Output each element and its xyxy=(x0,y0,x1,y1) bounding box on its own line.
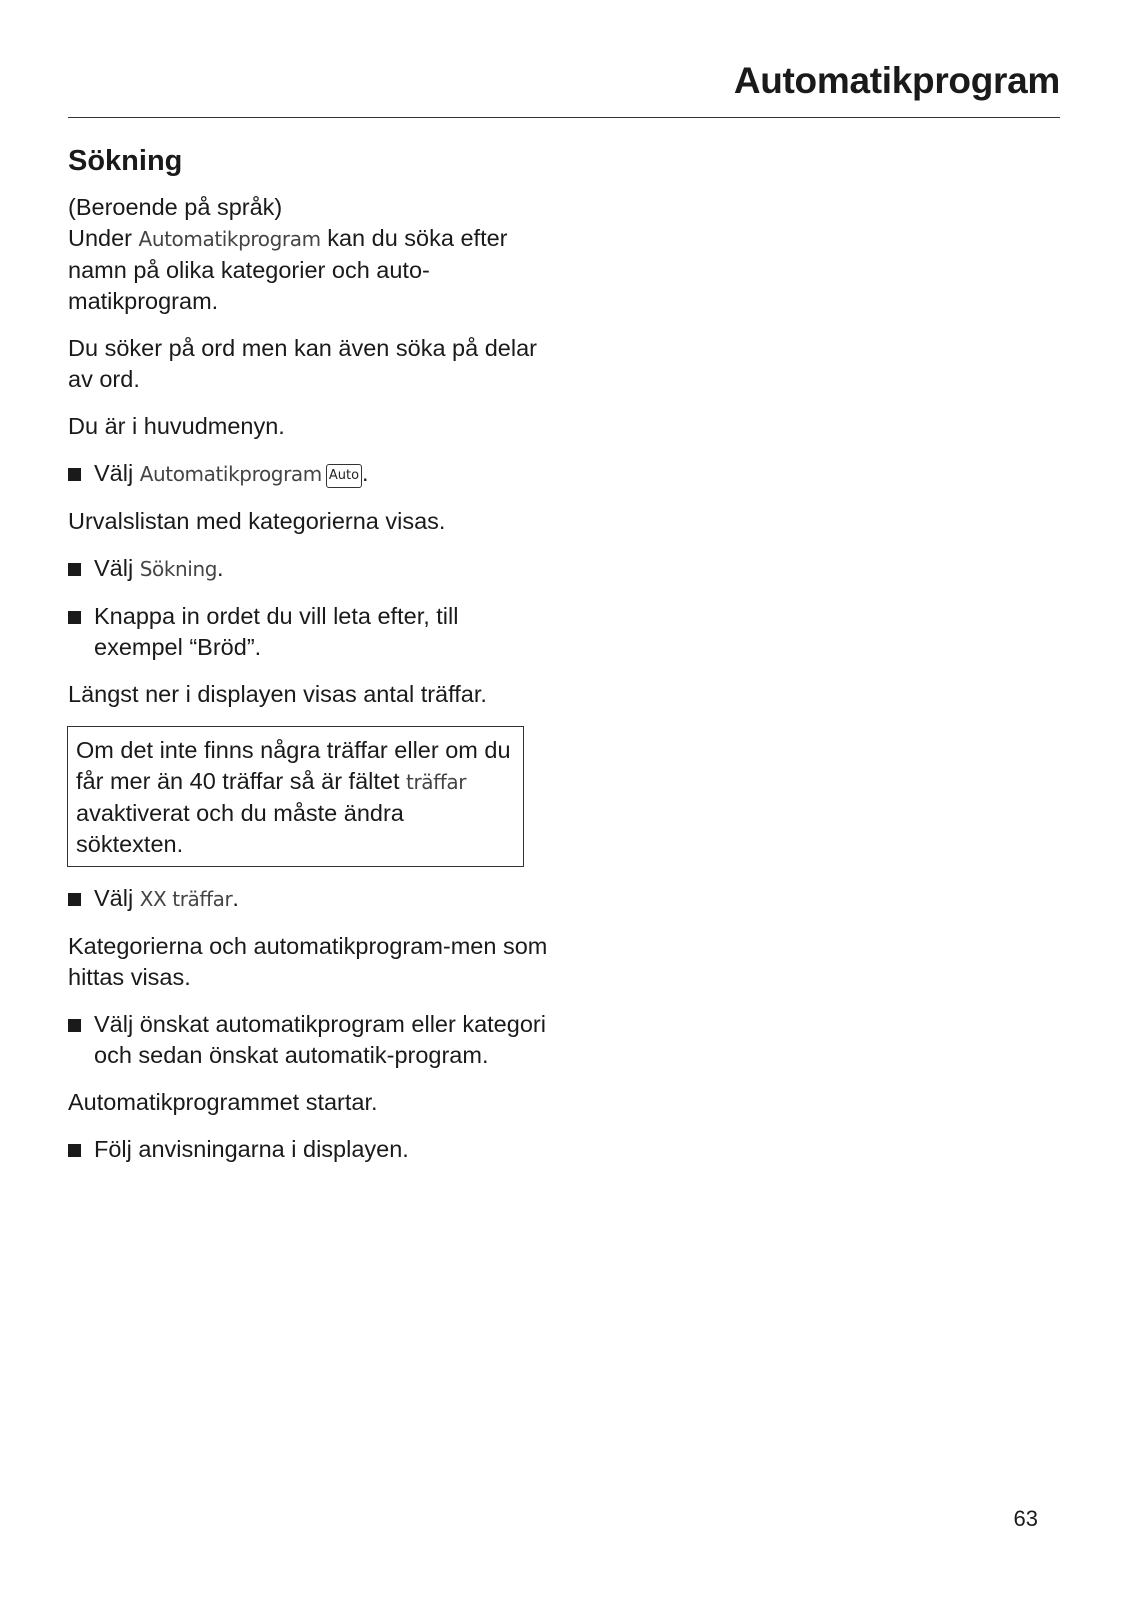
step-suffix: . xyxy=(232,885,239,911)
square-bullet-icon xyxy=(68,1019,81,1032)
paragraph-words: Du söker på ord men kan även söka på delar av ord. xyxy=(68,335,537,392)
square-bullet-icon xyxy=(68,893,81,906)
intro-paragraph xyxy=(68,192,548,317)
step-suffix: . xyxy=(217,555,224,581)
note-box xyxy=(67,726,524,867)
paragraph-main-menu: Du är i huvudmenyn. xyxy=(68,413,285,439)
intro-under: Under xyxy=(68,225,133,251)
intro-rest: kan du söka efter namn på olika kategorier och auto-matikprogram. xyxy=(68,225,508,314)
intro-language-note: (Beroende på språk) xyxy=(68,194,283,220)
display-text-traffar: träffar xyxy=(406,770,467,794)
square-bullet-icon xyxy=(68,563,81,576)
main-content xyxy=(68,142,548,1181)
paragraph-program-starts: Automatikprogrammet startar. xyxy=(68,1089,378,1115)
display-text-sokning: Sökning xyxy=(139,557,218,581)
square-bullet-icon xyxy=(68,1144,81,1157)
step-prefix: Välj xyxy=(94,555,134,581)
auto-key-icon: Auto xyxy=(326,464,362,488)
square-bullet-icon xyxy=(68,468,81,481)
step-prefix: Välj xyxy=(94,460,134,486)
step-follow-instructions xyxy=(68,1134,548,1165)
step-text: Följ anvisningarna i displayen. xyxy=(94,1136,409,1162)
step-select-program xyxy=(68,1009,548,1071)
step-enter-word xyxy=(68,601,548,663)
step-suffix: . xyxy=(362,460,369,486)
step-prefix: Välj xyxy=(94,885,134,911)
page-number: 63 xyxy=(1013,1506,1038,1531)
square-bullet-icon xyxy=(68,611,81,624)
display-text-xx-traffar: XX träffar xyxy=(139,887,233,911)
step-select-hits xyxy=(68,883,548,915)
header-divider xyxy=(68,117,1060,118)
note-text-after: avaktiverat och du måste ändra söktexten. xyxy=(76,800,404,857)
paragraph-selection-list: Urvalslistan med kategorierna visas. xyxy=(68,508,446,534)
display-text-automatikprogram: Automatikprogram xyxy=(139,462,322,486)
paragraph-hits: Längst ner i displayen visas antal träffar. xyxy=(68,681,487,707)
step-text: Knappa in ordet du vill leta efter, till exempel “Bröd”. xyxy=(94,603,459,660)
step-select-automatikprogram xyxy=(68,458,548,490)
note-text-before: Om det inte finns några träffar eller om du får mer än 40 träffar så är fältet xyxy=(76,737,511,794)
paragraph-found: Kategorierna och automatikprogram-men som hittas visas. xyxy=(68,933,548,990)
section-heading: Sökning xyxy=(68,145,183,177)
step-text: Välj önskat automatikprogram eller kategori och sedan önskat automatik-program. xyxy=(94,1011,546,1068)
page-header-title: Automatikprogram xyxy=(733,60,1060,101)
display-text-automatikprogram: Automatikprogram xyxy=(138,227,321,251)
step-select-sokning xyxy=(68,553,548,585)
